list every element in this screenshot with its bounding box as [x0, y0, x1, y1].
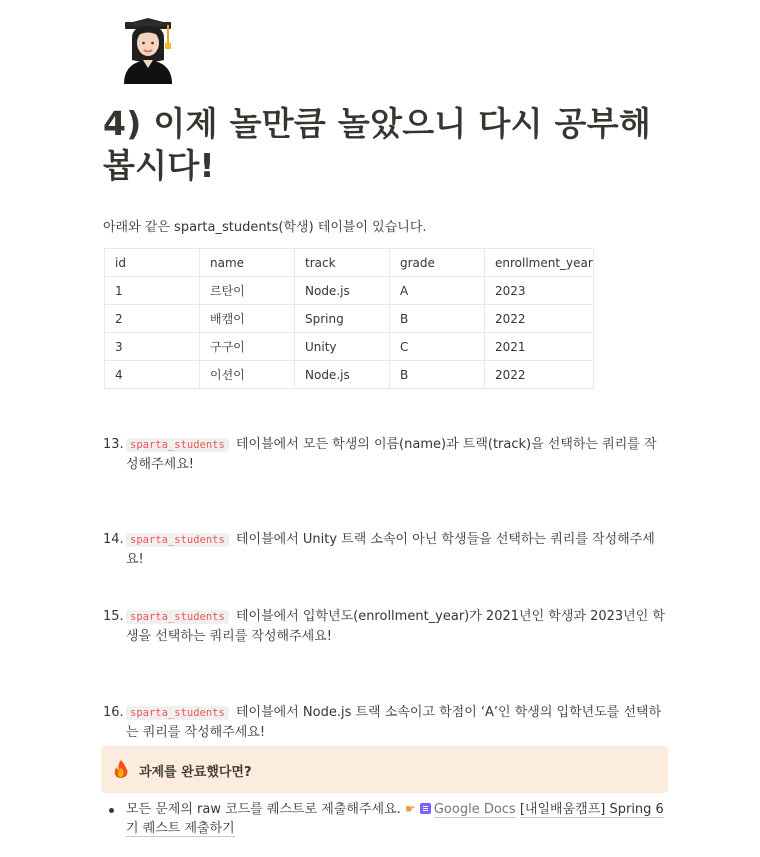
table-cell: C [390, 333, 485, 361]
question-text: 테이블에서 Node.js 트랙 소속이고 학점이 ‘A’인 학생의 입학년도를 선택하는 쿼리를 작성해주세요! [126, 705, 662, 740]
table-cell: 3 [105, 333, 200, 361]
table-header-cell: name [200, 249, 295, 277]
table-cell: 배캠이 [200, 305, 295, 333]
question-13 [103, 435, 668, 474]
table-row [105, 305, 594, 333]
bullet-dot [109, 808, 114, 813]
pointing-hand-icon: ☛ [404, 802, 416, 816]
table-row [105, 361, 594, 389]
question-text: 테이블에서 입학년도(enrollment_year)가 2021년인 학생과 2023년인 학생을 선택하는 쿼리를 작성해주세요! [126, 609, 665, 644]
table-cell: Spring [295, 305, 390, 333]
intro-text: 아래와 같은 sparta_students(학생) 테이블이 있습니다. [103, 220, 427, 235]
table-row [105, 277, 594, 305]
google-docs-link[interactable]: Google Docs [433, 802, 516, 817]
table-cell: 2021 [485, 333, 594, 361]
quest-submit-link[interactable]: [내일배움캠프] Spring 6기 퀘스트 제출하기 [126, 802, 664, 836]
table-header-cell: id [105, 249, 200, 277]
table-cell: B [390, 305, 485, 333]
question-15 [103, 607, 668, 646]
fire-icon [113, 760, 129, 778]
table-row [105, 333, 594, 361]
table-cell: Node.js [295, 361, 390, 389]
list-item [103, 800, 668, 838]
question-number: 13. [103, 437, 124, 452]
question-text: 테이블에서 Unity 트랙 소속이 아닌 학생들을 선택하는 쿼리를 작성해주세요! [126, 532, 655, 567]
question-number: 15. [103, 609, 124, 624]
table-header-row [105, 249, 594, 277]
table-header-cell: track [295, 249, 390, 277]
page-title: 4) 이제 놀만큼 놀았으니 다시 공부해봅시다! [103, 104, 652, 185]
question-text: 테이블에서 모든 학생의 이름(name)과 트랙(track)을 선택하는 쿼리를 작성해주세요! [126, 437, 657, 472]
table-cell: 2022 [485, 361, 594, 389]
google-docs-icon [420, 803, 431, 814]
table-cell: 4 [105, 361, 200, 389]
question-number: 16. [103, 705, 124, 720]
table-cell: Unity [295, 333, 390, 361]
table-cell: 2023 [485, 277, 594, 305]
question-14 [103, 530, 668, 569]
table-cell: A [390, 277, 485, 305]
table-cell: 2022 [485, 305, 594, 333]
callout [101, 746, 668, 793]
inline-code: sparta_students [126, 533, 229, 547]
table-cell: 구구이 [200, 333, 295, 361]
table-header-cell: enrollment_year [485, 249, 594, 277]
inline-code: sparta_students [126, 438, 229, 452]
inline-code: sparta_students [126, 610, 229, 624]
table-cell: 르탄이 [200, 277, 295, 305]
table-header-cell: grade [390, 249, 485, 277]
table-cell: 1 [105, 277, 200, 305]
inline-code: sparta_students [126, 706, 229, 720]
table-cell: B [390, 361, 485, 389]
graduate-student-icon [121, 16, 175, 84]
students-table [104, 248, 594, 389]
question-number: 14. [103, 532, 124, 547]
table-cell: Node.js [295, 277, 390, 305]
question-16 [103, 703, 668, 742]
callout-title: 과제를 완료했다면? [139, 765, 252, 780]
bullet-text: 모든 문제의 raw 코드를 퀘스트로 제출해주세요. [126, 802, 401, 817]
table-cell: 2 [105, 305, 200, 333]
table-cell: 이션이 [200, 361, 295, 389]
